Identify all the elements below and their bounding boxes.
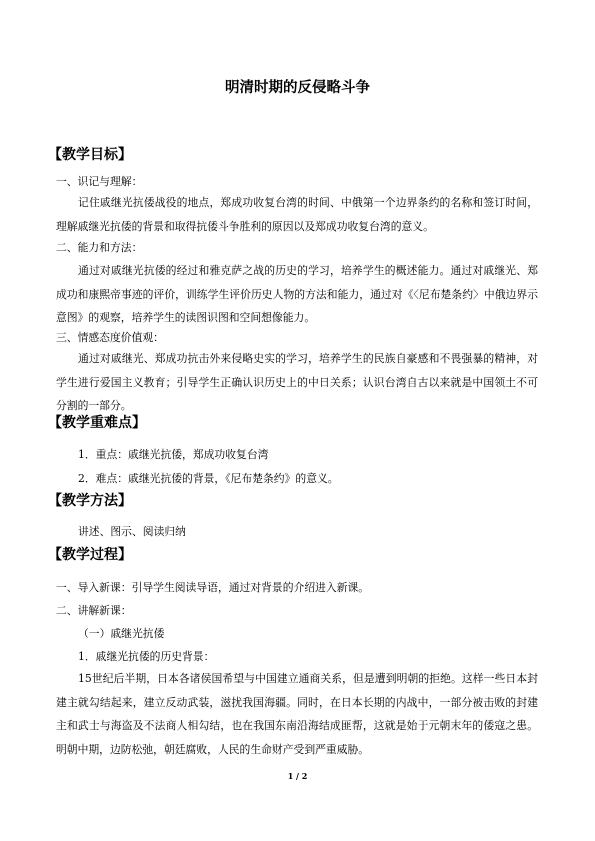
heading-key-points: 【教学重难点】 (48, 415, 146, 431)
process-subsection-1-text: 15世纪后半期，日本各诸侯国希望与中国建立通商关系，但是遭到明朝的拒绝。这样一些日本封建主就勾结起来，建立反动武装，滋扰我国海疆。同时，在日本长期的内战中，一部分被击败的封建主和武士与海盗及不法商人相勾结，也在我国东南沿海结成匪帮，这就是始于元朝末年的倭寇之患。明朝中期，边防松弛，朝廷腐败，人民的生命财产受到严重威胁。 (56, 672, 538, 756)
difficult-point-item: 2．难点：戚继光抗倭的背景，《尼布楚条约》的意义。 (78, 472, 339, 485)
heading-teaching-process: 【教学过程】 (48, 547, 132, 563)
process-step-1: 一、导入新课：引导学生阅读导语，通过对背景的介绍进入新课。 (56, 581, 370, 594)
heading-teaching-goals: 【教学目标】 (48, 147, 132, 163)
page-number: 1 / 2 (287, 771, 308, 781)
goal-section-2-label: 二、能力和方法： (56, 241, 143, 254)
goal-section-3-text: 通过对戚继光、郑成功抗击外来侵略史实的学习，培养学生的民族自豪感和不畏强暴的精神，对学生进行爱国主义教育；引导学生正确认识历史上的中日关系；认识台湾自古以来就是中国领土不可分割的一部分。 (56, 352, 538, 413)
process-subsection-1: （一）戚继光抗倭 (78, 627, 165, 640)
goal-section-1-label: 一、识记与理解： (56, 175, 143, 188)
heading-teaching-methods: 【教学方法】 (48, 493, 132, 509)
key-point-item: 1．重点：戚继光抗倭，郑成功收复台湾 (78, 448, 269, 461)
process-step-2: 二、讲解新课： (56, 604, 132, 617)
goal-section-2-text: 通过对戚继光抗倭的经过和雅克萨之战的历史的学习，培养学生的概述能力。通过对戚继光、郑成功和康熙帝事迹的评价，训练学生评价历史人物的方法和能力，通过对《〈尼布楚条约〉中俄边界示意图》的观察，培养学生的读图识图和空间想像能力。 (56, 264, 538, 325)
teaching-methods-text: 讲述、图示、阅读归纳 (78, 525, 186, 538)
goal-section-3-label: 三、情感态度价值观： (56, 331, 164, 344)
page-title: 明清时期的反侵略斗争 (225, 79, 370, 96)
process-subsection-1-item-1: 1．戚继光抗倭的历史背景： (78, 650, 215, 663)
goal-section-1-text: 记住戚继光抗倭战役的地点，郑成功收复台湾的时间、中俄第一个边界条约的名称和签订时间，理解戚继光抗倭的背景和取得抗倭斗争胜利的原因以及郑成功收复台湾的意义。 (56, 196, 538, 233)
